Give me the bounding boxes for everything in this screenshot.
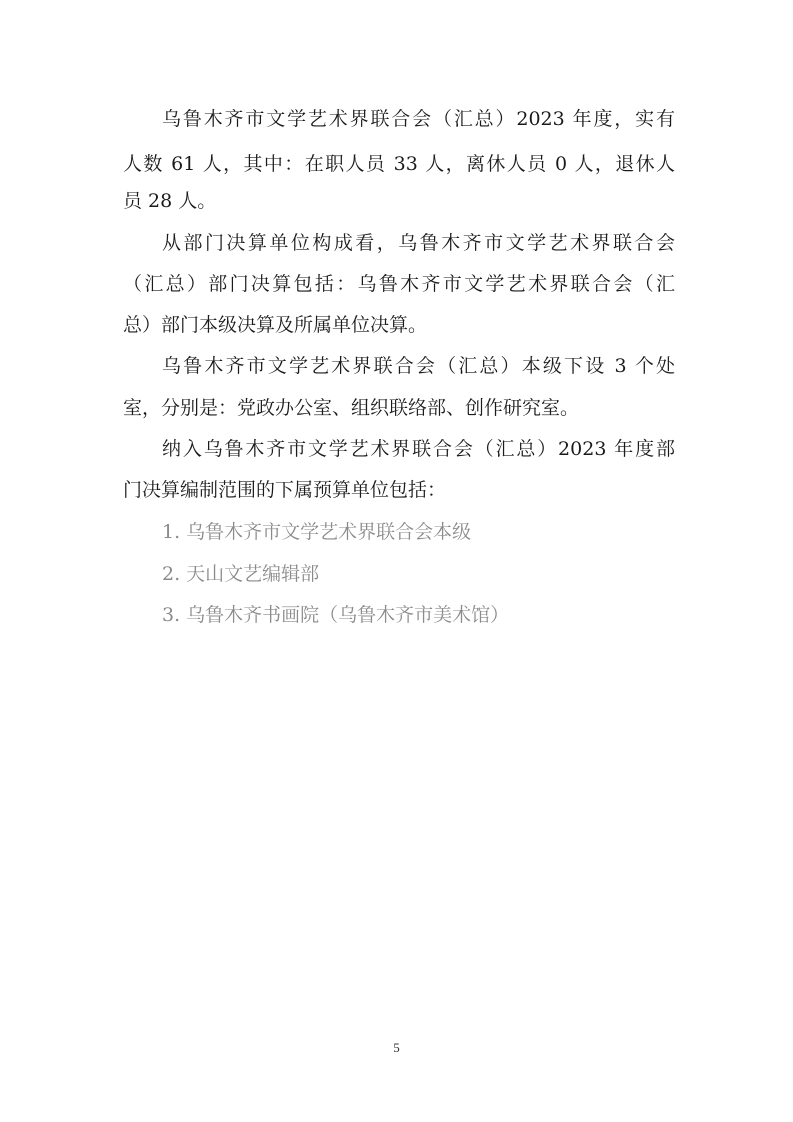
paragraph-1-line-3: 员 28 人。 [123, 190, 217, 212]
paragraph-2-line-2: （汇总）部门决算包括：乌鲁木齐市文学艺术界联合会（汇 [123, 273, 675, 295]
paragraph-3-line-2: 室，分别是：党政办公室、组织联络部、创作研究室。 [123, 397, 580, 419]
paragraph-3-line-1: 乌鲁木齐市文学艺术界联合会（汇总）本级下设 3 个处 [162, 355, 675, 377]
paragraph-1-line-2: 人数 61 人，其中：在职人员 33 人，离休人员 0 人，退休人 [123, 153, 675, 175]
list-item-unit-3: 3. 乌鲁木齐书画院（乌鲁木齐市美术馆） [162, 604, 510, 626]
list-item-unit-1: 1. 乌鲁木齐市文学艺术界联合会本级 [162, 521, 472, 543]
list-item-unit-2: 2. 天山文艺编辑部 [162, 563, 320, 585]
paragraph-2-line-1: 从部门决算单位构成看，乌鲁木齐市文学艺术界联合会 [162, 232, 675, 254]
paragraph-4-line-1: 纳入乌鲁木齐市文学艺术界联合会（汇总）2023 年度部 [162, 438, 675, 460]
paragraph-1-line-1: 乌鲁木齐市文学艺术界联合会（汇总）2023 年度，实有 [162, 108, 675, 130]
paragraph-2-line-3: 总）部门本级决算及所属单位决算。 [123, 314, 428, 336]
page-number: 5 [393, 1040, 400, 1055]
paragraph-4-line-2: 门决算编制范围的下属预算单位包括： [123, 479, 447, 501]
